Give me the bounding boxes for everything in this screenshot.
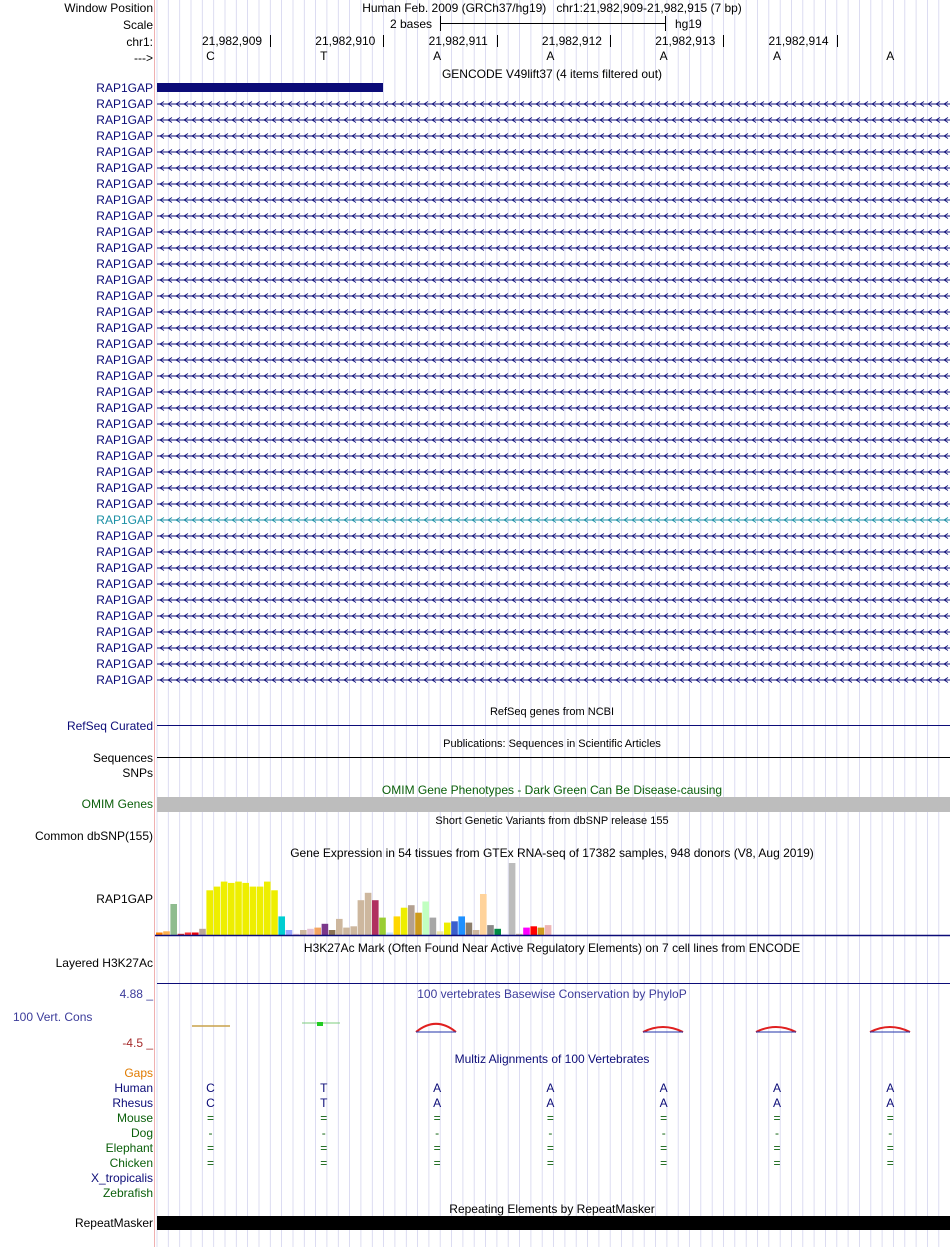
species-base: = [773,1156,781,1170]
species-base: A [772,1081,782,1095]
reference-base: A [433,49,442,63]
coordinate-label: 21,982,913 [655,34,716,48]
species-label[interactable]: Zebrafish [102,1186,153,1200]
scale-db-label: hg19 [675,17,702,31]
species-label[interactable]: Elephant [105,1141,153,1155]
transcript-label[interactable]: RAP1GAP [96,177,153,191]
refseq-track-title: RefSeq genes from NCBI [489,706,615,718]
transcript-label[interactable]: RAP1GAP [96,273,153,287]
species-base: = [886,1111,894,1125]
transcript-label[interactable]: RAP1GAP [96,609,153,623]
species-base: = [660,1111,668,1125]
phylop-peak [870,1027,910,1032]
reference-base: A [546,49,555,63]
transcript-label[interactable]: RAP1GAP [96,161,153,175]
transcript-label[interactable]: RAP1GAP [96,433,153,447]
species-base: A [659,1096,668,1110]
coordinate-label: 21,982,910 [315,34,376,48]
coordinate-label: 21,982,909 [202,34,263,48]
gtex-track-label[interactable]: RAP1GAP [96,892,153,906]
reference-base: C [206,49,215,63]
transcript-label[interactable]: RAP1GAP [96,465,153,479]
phylop-max-label: 4.88 _ [119,987,153,1001]
species-label[interactable]: Dog [130,1126,153,1140]
gencode-track-title: GENCODE V49lift37 (4 items filtered out) [441,67,663,81]
transcript-label[interactable]: RAP1GAP [96,481,153,495]
h3k27ac-track-title: H3K27Ac Mark (Often Found Near Active Regulatory Elements) on 7 cell lines from ENCODE [303,941,801,955]
species-base: - [435,1126,440,1140]
reference-base: A [886,49,895,63]
transcript-label[interactable]: RAP1GAP [96,657,153,671]
species-base: = [433,1156,441,1170]
dbsnp-track-label[interactable]: Common dbSNP(155) [34,829,153,843]
species-base: = [886,1156,894,1170]
transcript-label[interactable]: RAP1GAP [96,305,153,319]
omim-track-label[interactable]: OMIM Genes [81,797,153,811]
reference-base: A [659,49,668,63]
species-base: A [546,1096,555,1110]
coordinate-label: 21,982,911 [428,34,488,48]
transcript-label[interactable]: RAP1GAP [96,321,153,335]
scale-label: Scale [122,18,153,32]
species-base: C [206,1096,215,1110]
coordinate-label: 21,982,914 [768,34,829,48]
species-label[interactable]: Human [114,1081,153,1095]
species-base: A [886,1081,895,1095]
repeatmasker-track-title: Repeating Elements by RepeatMasker [449,1202,655,1216]
transcript-label[interactable]: RAP1GAP [96,401,153,415]
species-base: - [548,1126,553,1140]
reference-base: A [772,49,782,63]
transcript-label[interactable]: RAP1GAP [96,129,153,143]
species-base: T [320,1096,328,1110]
phylop-peak [416,1024,456,1032]
species-base: = [886,1141,894,1155]
phylop-peak [756,1027,796,1032]
window-position-label: Window Position [64,1,153,15]
species-label[interactable]: Rhesus [112,1096,153,1110]
species-base: = [660,1141,668,1155]
pubs-track-title: Publications: Sequences in Scientific Articles [443,738,661,750]
repeatmasker-track-label[interactable]: RepeatMasker [74,1216,153,1230]
phylop-peak [643,1027,683,1032]
species-base: - [321,1126,326,1140]
species-base: A [433,1096,442,1110]
transcript-label[interactable]: RAP1GAP [96,385,153,399]
transcript-label[interactable]: RAP1GAP [96,337,153,351]
strand-label: ---> [134,51,153,65]
window-position-range: chr1:21,982,909-21,982,915 (7 bp) [556,1,742,15]
species-base: = [773,1141,781,1155]
species-base: = [660,1156,668,1170]
phylop-track-label[interactable]: 100 Vert. Cons [13,1010,93,1024]
transcript-label[interactable]: RAP1GAP [96,289,153,303]
transcript-label[interactable]: RAP1GAP [96,673,153,687]
species-base: A [659,1081,668,1095]
phylop-tick [317,1022,323,1026]
transcript-label[interactable]: RAP1GAP [96,81,153,95]
transcript-label[interactable]: RAP1GAP [96,369,153,383]
pubs-track-label[interactable]: Sequences [92,751,153,765]
scale-bar-text: 2 bases [390,17,433,31]
transcript-label[interactable]: RAP1GAP [96,529,153,543]
transcript-label[interactable]: RAP1GAP [96,497,153,511]
species-base: - [661,1126,666,1140]
species-label[interactable]: Mouse [116,1111,153,1125]
species-base: A [546,1081,555,1095]
species-base: = [206,1111,215,1125]
transcript-label[interactable]: RAP1GAP [96,593,153,607]
species-base: = [546,1111,554,1125]
species-base: = [433,1141,441,1155]
snps-track-label[interactable]: SNPs [122,766,153,780]
reference-base: T [320,49,328,63]
omim-track-title: OMIM Gene Phenotypes - Dark Green Can Be Disease-causing [381,783,723,797]
transcript-label[interactable]: RAP1GAP [96,449,153,463]
species-label[interactable]: Chicken [109,1156,153,1170]
phylop-min-label: -4.5 _ [122,1036,153,1050]
transcript-label[interactable]: RAP1GAP [96,225,153,239]
species-label[interactable]: Gaps [124,1066,153,1080]
transcript-label[interactable]: RAP1GAP [96,241,153,255]
transcript-label[interactable]: RAP1GAP [96,641,153,655]
species-base: = [546,1156,554,1170]
dbsnp-track-title: Short Genetic Variants from dbSNP release 155 [435,815,669,827]
species-base: = [433,1111,441,1125]
species-base: = [206,1156,215,1170]
transcript-label[interactable]: RAP1GAP [96,625,153,639]
chrom-label: chr1: [126,35,153,49]
transcript-label[interactable]: RAP1GAP [96,193,153,207]
transcript-label[interactable]: RAP1GAP [96,561,153,575]
multiz-track-title: Multiz Alignments of 100 Vertebrates [454,1052,650,1066]
h3k27ac-track-label[interactable]: Layered H3K27Ac [55,956,153,970]
transcript-label[interactable]: RAP1GAP [96,577,153,591]
species-base: - [775,1126,779,1140]
species-label[interactable]: X_tropicalis [90,1171,153,1185]
transcript-label[interactable]: RAP1GAP [96,97,153,111]
species-base: = [320,1156,328,1170]
species-base: A [772,1096,782,1110]
coordinate-label: 21,982,912 [541,34,602,48]
refseq-track-label[interactable]: RefSeq Curated [66,719,153,733]
species-base: - [888,1126,893,1140]
species-base: = [320,1111,328,1125]
repeatmasker-track-bar[interactable] [157,1216,950,1230]
transcript-label[interactable]: RAP1GAP [96,113,153,127]
transcript-label[interactable]: RAP1GAP [96,257,153,271]
species-base: - [208,1126,213,1140]
phylop-track-title: 100 vertebrates Basewise Conservation by PhyloP [417,987,687,1001]
transcript-label[interactable]: RAP1GAP [96,545,153,559]
species-base: = [546,1141,554,1155]
species-base: C [206,1081,215,1095]
transcript-label[interactable]: RAP1GAP [96,145,153,159]
species-base: A [886,1096,895,1110]
species-base: A [433,1081,442,1095]
gtex-track-title: Gene Expression in 54 tissues from GTEx RNA-seq of 17382 samples, 948 donors (V8, Aug 2019) [290,846,814,860]
transcript-label[interactable]: RAP1GAP [96,209,153,223]
transcript-label[interactable]: RAP1GAP [96,353,153,367]
species-base: = [773,1111,781,1125]
transcript-label[interactable]: RAP1GAP [96,417,153,431]
species-base: = [206,1141,215,1155]
species-base: T [320,1081,328,1095]
transcript-label[interactable]: RAP1GAP [96,513,153,527]
species-base: = [320,1141,328,1155]
assembly-name: Human Feb. 2009 (GRCh37/hg19) [362,1,547,15]
